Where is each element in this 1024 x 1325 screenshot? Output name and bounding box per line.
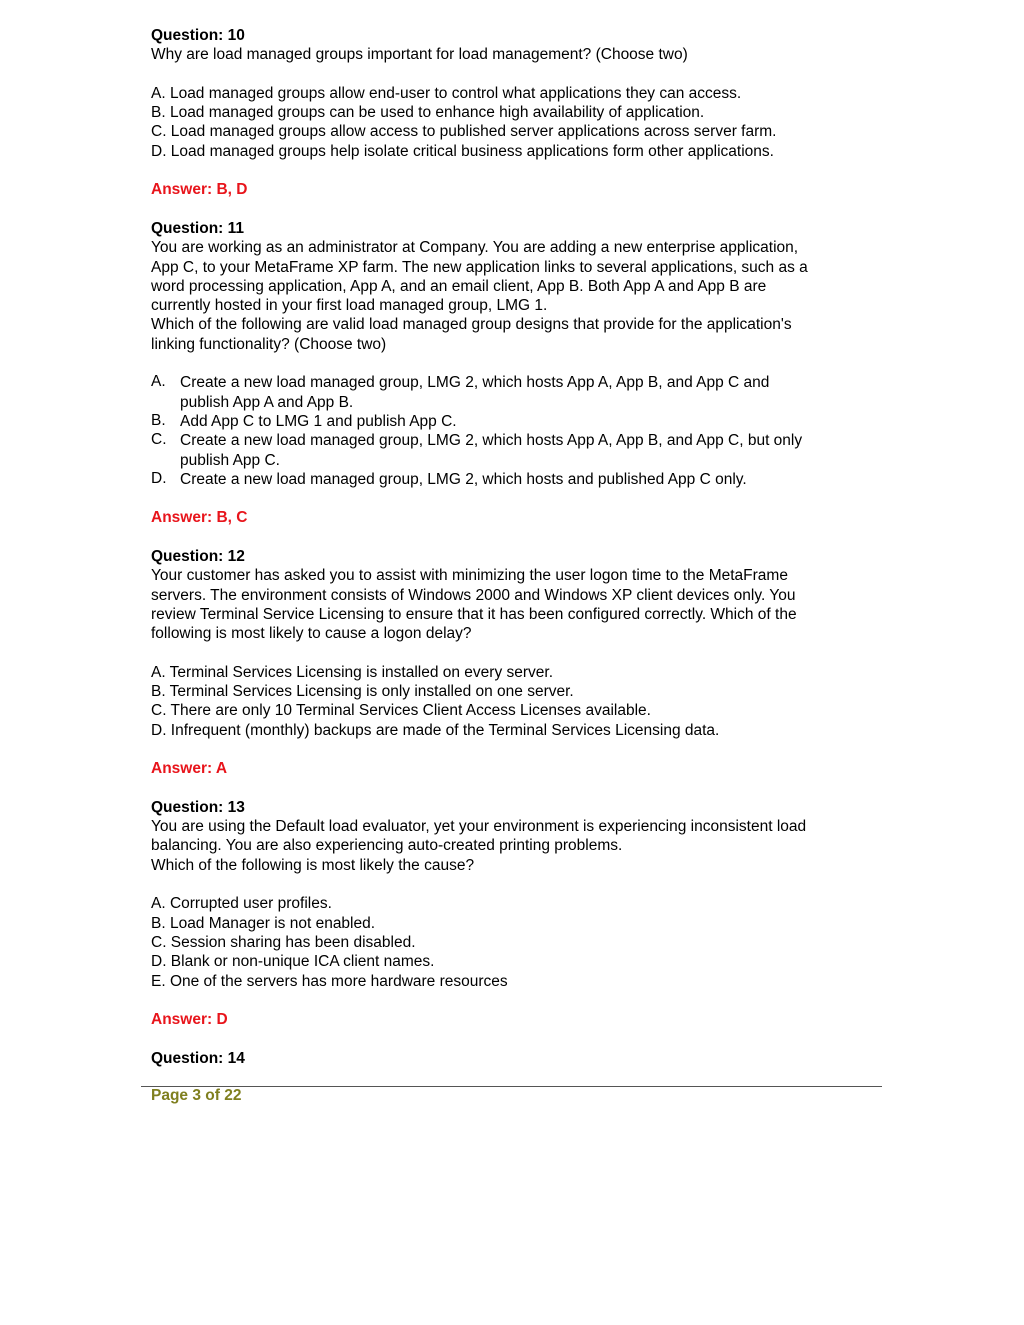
answer-key: Answer: A: [151, 760, 228, 778]
answer-option: C. There are only 10 Terminal Services Client Access Licenses available.: [151, 702, 651, 720]
option-text: Add App C to LMG 1 and publish App C.: [180, 412, 457, 430]
question-stem-line: You are working as an administrator at Company. You are adding a new enterprise application,: [151, 239, 799, 257]
question-heading: Question: 13: [151, 798, 245, 816]
option-text: Create a new load managed group, LMG 2, which hosts App A, App B, and App C and: [180, 374, 770, 392]
answer-option: D. Infrequent (monthly) backups are made of the Terminal Services Licensing data.: [151, 721, 720, 739]
option-letter: A.: [151, 373, 166, 391]
answer-option: [151, 373, 881, 412]
answer-option: A. Terminal Services Licensing is installed on every server.: [151, 663, 554, 681]
option-letter: B.: [151, 411, 166, 429]
document-page: [151, 26, 881, 1068]
option-letter: C.: [151, 431, 167, 449]
page-number: Page 3 of 22: [151, 1087, 242, 1104]
option-text: Create a new load managed group, LMG 2, which hosts App A, App B, and App C, but only: [180, 432, 803, 450]
answer-option: [151, 431, 881, 470]
question-block: [151, 26, 881, 219]
question-stem-line: balancing. You are also experiencing auto-created printing problems.: [151, 837, 623, 855]
question-stem-line: currently hosted in your first load managed group, LMG 1.: [151, 297, 548, 315]
answer-option: C. Session sharing has been disabled.: [151, 933, 416, 951]
question-stem-line: Your customer has asked you to assist with minimizing the user logon time to the MetaFrame: [151, 567, 788, 585]
question-block: [151, 1049, 881, 1068]
question-stem-line: Which of the following are valid load managed group designs that provide for the application's: [151, 316, 792, 334]
question-block: [151, 219, 881, 547]
answer-option: B. Terminal Services Licensing is only installed on one server.: [151, 683, 574, 701]
answer-key: Answer: D: [151, 1011, 228, 1029]
question-block: [151, 547, 881, 798]
question-block: [151, 798, 881, 1049]
answer-option: A. Load managed groups allow end-user to control what applications they can access.: [151, 84, 742, 102]
question-heading: Question: 10: [151, 27, 245, 44]
question-stem-line: following is most likely to cause a logon delay?: [151, 625, 472, 643]
answer-option: E. One of the servers has more hardware resources: [151, 972, 508, 990]
question-heading: Question: 12: [151, 548, 245, 566]
answer-option: B. Load managed groups can be used to enhance high availability of application.: [151, 104, 705, 122]
answer-key: Answer: B, C: [151, 509, 248, 527]
option-letter: D.: [151, 469, 167, 487]
question-heading: Question: 11: [151, 219, 245, 237]
question-stem-line: linking functionality? (Choose two): [151, 335, 387, 353]
answer-option: [151, 412, 881, 431]
option-text: publish App A and App B.: [180, 393, 354, 411]
footer-divider: [141, 1086, 882, 1087]
answer-option: D. Blank or non-unique ICA client names.: [151, 953, 435, 971]
question-stem-line: Why are load managed groups important for load management? (Choose two): [151, 46, 688, 64]
option-text: Create a new load managed group, LMG 2, which hosts and published App C only.: [180, 470, 747, 488]
question-stem-line: review Terminal Service Licensing to ensure that it has been configured correctly. Which of the: [151, 605, 797, 623]
answer-key: Answer: B, D: [151, 181, 248, 199]
answer-option: B. Load Manager is not enabled.: [151, 914, 376, 932]
question-stem-line: word processing application, App A, and an email client, App B. Both App A and App B are: [151, 277, 767, 295]
question-stem-line: servers. The environment consists of Windows 2000 and Windows XP client devices only. You: [151, 586, 796, 604]
question-stem-line: Which of the following is most likely the cause?: [151, 856, 475, 874]
answer-option: A. Corrupted user profiles.: [151, 895, 332, 913]
answer-option: C. Load managed groups allow access to published server applications across server farm.: [151, 123, 777, 141]
question-stem-line: App C, to your MetaFrame XP farm. The new application links to several applications, such as a: [151, 258, 808, 276]
answer-option: [151, 470, 881, 489]
question-heading: Question: 14: [151, 1049, 245, 1067]
question-stem-line: You are using the Default load evaluator, yet your environment is experiencing inconsistent load: [151, 818, 807, 836]
answer-option: D. Load managed groups help isolate critical business applications form other applications.: [151, 142, 774, 160]
option-text: publish App C.: [180, 451, 280, 469]
